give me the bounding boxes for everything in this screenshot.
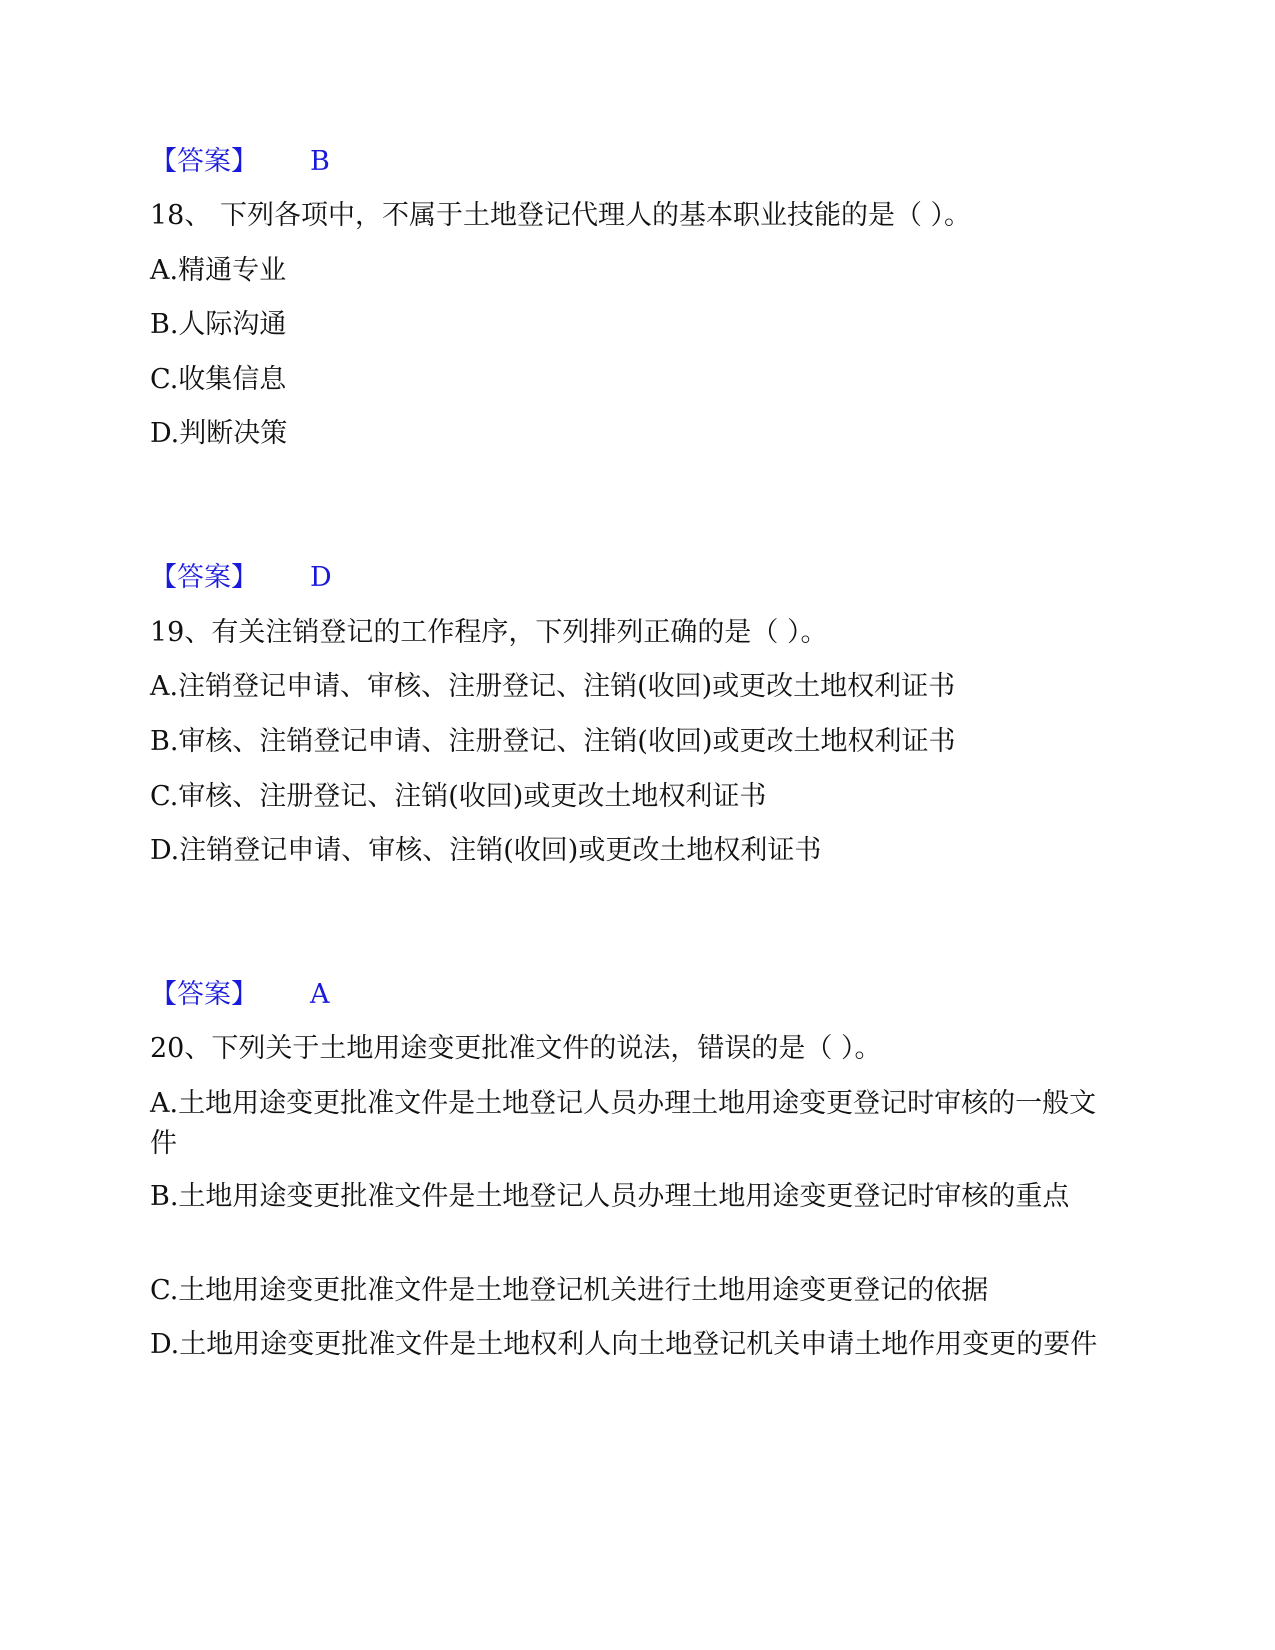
question-text: 18、 下列各项中，不属于土地登记代理人的基本职业技能的是（ ）。 bbox=[150, 200, 972, 231]
answer-label: 【答案】 bbox=[150, 979, 258, 1010]
question-text: 20、下列关于土地用途变更批准文件的说法，错误的是（ ）。 bbox=[150, 1033, 882, 1064]
option-a: A.注销登记申请、审核、注册登记、注销(收回)或更改土地权利证书 bbox=[150, 671, 956, 702]
option-d: D.土地用途变更批准文件是土地权利人向土地登记机关申请土地作用变更的要件 bbox=[150, 1329, 1098, 1360]
option-b: B.人际沟通 bbox=[150, 309, 287, 340]
answer-line bbox=[150, 558, 332, 598]
answer-label: 【答案】 bbox=[150, 146, 258, 177]
answer-value: B bbox=[310, 146, 330, 177]
option-c: C.土地用途变更批准文件是土地登记机关进行土地用途变更登记的依据 bbox=[150, 1275, 989, 1306]
option-a: A.精通专业 bbox=[150, 255, 287, 286]
option-a: A.土地用途变更批准文件是土地登记人员办理土地用途变更登记时审核的一般文件 bbox=[150, 1088, 1097, 1159]
question-text: 19、有关注销登记的工作程序，下列排列正确的是（ ）。 bbox=[150, 617, 828, 648]
answer-value: D bbox=[310, 562, 332, 593]
answer-label: 【答案】 bbox=[150, 562, 258, 593]
option-c: C.收集信息 bbox=[150, 364, 287, 395]
answer-line bbox=[150, 975, 330, 1015]
option-b: B.审核、注销登记申请、注册登记、注销(收回)或更改土地权利证书 bbox=[150, 726, 956, 757]
answer-line bbox=[150, 142, 330, 182]
answer-value: A bbox=[310, 979, 330, 1010]
option-d: D.注销登记申请、审核、注销(收回)或更改土地权利证书 bbox=[150, 835, 822, 866]
option-c: C.审核、注册登记、注销(收回)或更改土地权利证书 bbox=[150, 781, 767, 812]
option-d: D.判断决策 bbox=[150, 418, 288, 449]
option-b: B.土地用途变更批准文件是土地登记人员办理土地用途变更登记时审核的重点 bbox=[150, 1181, 1070, 1212]
